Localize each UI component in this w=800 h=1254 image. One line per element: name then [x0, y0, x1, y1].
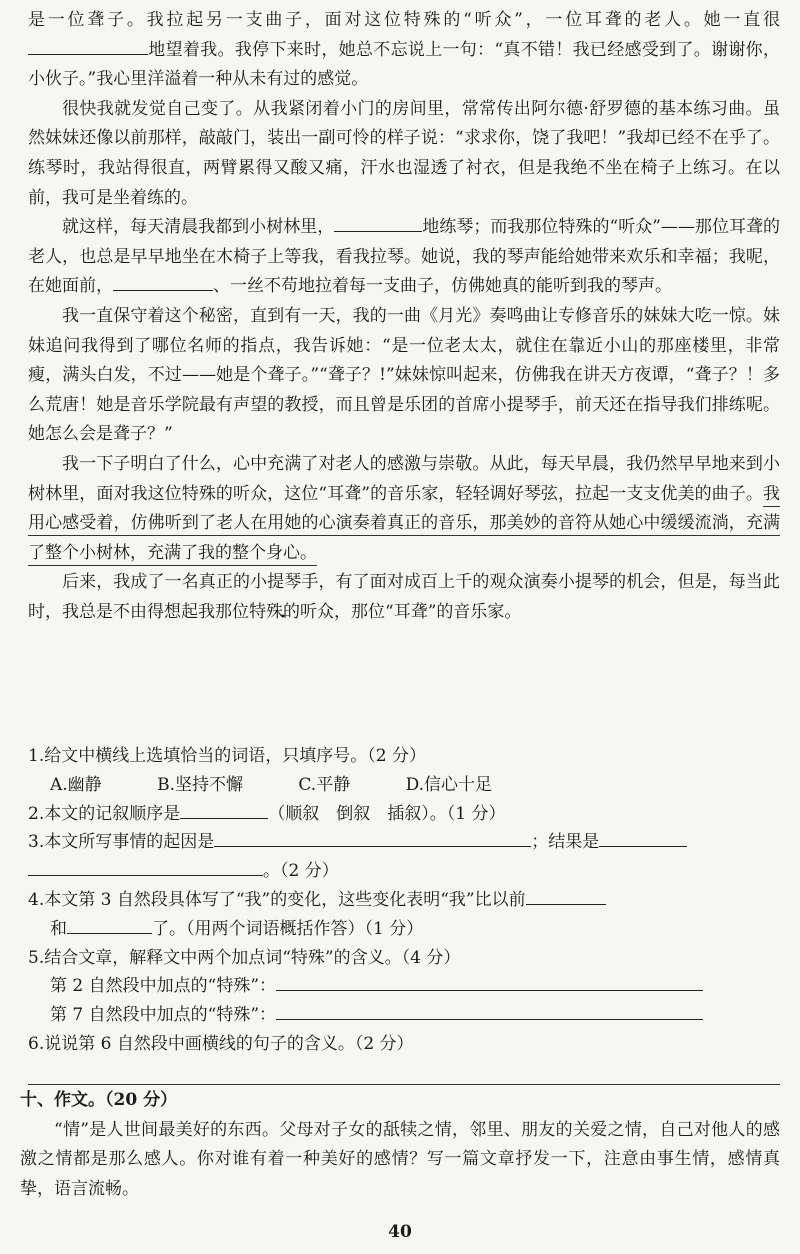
answer-line-q5-1[interactable] — [276, 973, 703, 991]
question-3-cont: 。（2 分） — [28, 857, 780, 886]
answer-blank-q4-2[interactable] — [67, 916, 152, 934]
paragraph-6: 后来，我成了一名真正的小提琴手，有了面对成百上千的观众演奏小提琴的机会，但是，每当此时，我总是不由得想起我那位特殊的听众，那位“耳聋”的音乐家。 — [28, 572, 780, 622]
answer-blank-q4-1[interactable] — [526, 887, 606, 905]
option-b: B.坚持不懈 — [157, 774, 243, 795]
question-4-cont: 和 了。（用两个词语概括作答）（1 分） — [28, 915, 780, 944]
answer-line-q5-2[interactable] — [276, 1002, 703, 1020]
dotted-word: 特殊 — [249, 601, 283, 622]
answer-blank-q3-result-cont[interactable] — [28, 858, 263, 876]
question-4: 4.本文第 3 自然段具体写了“我”的变化，这些变化表明“我”比以前 — [28, 886, 780, 915]
question-6: 6.说说第 6 自然段中画横线的句子的含义。（2 分） — [28, 1033, 414, 1054]
paragraph-2: 很快我就发觉自己变了。从我紧闭着小门的房间里，常常传出阿尔德·舒罗德的基本练习曲。虽然妹妹还像以前那样，敲敲门，装出一副可怜的样子说：“求求你，饶了我吧！”我却已经不在乎了。练琴时，我站得很直，两臂累得又酸又痛，汗水也湿透了衬衣，但是我绝不坐在椅子上练习。在以前，我可是坐着练的。 — [28, 98, 780, 208]
paragraph-3: 就这样，每天清晨我都到小树林里， 地练琴；而我那位特殊的“听众”——那位耳聋的老人，也总是早早地坐在木椅子上等我，看我拉琴。她说，我的琴声能给她带来欢乐和幸福；我呢，在她面前， 、一丝不苟地拉着每一支曲子，仿佛她真的能听到我的琴声。 — [28, 213, 780, 302]
answer-line-q6[interactable] — [28, 1084, 780, 1085]
question-5-sub2: 第 7 自然段中加点的“特殊”： — [28, 1001, 780, 1030]
fill-blank-1[interactable] — [28, 37, 148, 55]
question-3: 3.本文所写事情的起因是 ；结果是 — [28, 828, 780, 857]
fill-blank-3[interactable] — [113, 273, 213, 291]
question-5-sub1: 第 2 自然段中加点的“特殊”： — [28, 972, 780, 1001]
section-title: 十、作文。（20 分） — [20, 1090, 178, 1110]
paragraph-1: 是一位聋子。我拉起另一支曲子，面对这位特殊的“听众”，一位耳聋的老人。她一直很地望着我。我停下来时，她总不忘说上一句：“真不错！我已经感受到了。谢谢你，小伙子。”我心里洋溢着一种从未有过的感觉。 — [28, 10, 780, 90]
answer-blank-q3-result[interactable] — [599, 829, 687, 847]
question-1: 1.给文中横线上选填恰当的词语，只填序号。（2 分） — [28, 746, 426, 766]
paragraph-4: 我一直保守着这个秘密，直到有一天，我的一曲《月光》奏鸣曲让专修音乐的妹妹大吃一惊。妹妹追问我得到了哪位名师的指点，我告诉她：“是一位老太太，就住在靠近小山的那座楼里，非常瘦，满头白发，不过——她是个聋子。”“聋子？!”妹妹惊叫起来，仿佛我在讲天方夜谭，“聋子？！多么荒唐！她是音乐学院最有声望的教授，而且曾是乐团的首席小提琴手，前天还在指导我们排练呢。她怎么会是聋子？” — [28, 305, 780, 445]
answer-blank-q2[interactable] — [180, 801, 268, 819]
option-a: A.幽静 — [50, 774, 102, 795]
option-c: C.平静 — [298, 774, 351, 795]
option-d: D.信心十足 — [405, 774, 493, 795]
reading-passage — [28, 6, 780, 627]
question-1-options — [28, 771, 780, 800]
underlined-sentence: 我用心感受着，仿佛听到了老人在用她的心演奏着真正的音乐，那美妙的音符从她心中缓缓流淌，充满了整个小树林，充满了我的整个身心。 — [28, 484, 780, 566]
answer-blank-q3-cause[interactable] — [214, 829, 531, 847]
composition-section — [20, 1086, 780, 1204]
page-number: 40 — [388, 1222, 412, 1242]
fill-blank-2[interactable] — [334, 214, 422, 232]
paragraph-5: 我一下子明白了什么，心中充满了对老人的感激与崇敬。从此，每天早晨，我仍然早早地来到小树林里，面对我这位特殊的听众，这位“耳聋”的音乐家，轻轻调好琴弦，拉起一支支优美的曲子。我用心感受着，仿佛听到了老人在用她的心演奏着真正的音乐，那美妙的音符从她心中缓缓流淌，充满了整个小树林，充满了我的整个身心。 — [28, 450, 780, 568]
composition-prompt: “情”是人世间最美好的东西。父母对子女的舐犊之情，邻里、朋友的关爱之情，自己对他人的感激之情都是那么感人。你对谁有着一种美好的感情？写一篇文章抒发一下，注意由事生情，感情真挚，语言流畅。 — [20, 1119, 780, 1199]
questions-section — [28, 742, 780, 1110]
question-5: 5.结合文章，解释文中两个加点词“特殊”的含义。（4 分） — [28, 947, 461, 968]
question-2: 2.本文的记叙顺序是 （顺叙 倒叙 插叙）。（1 分） — [28, 800, 780, 829]
